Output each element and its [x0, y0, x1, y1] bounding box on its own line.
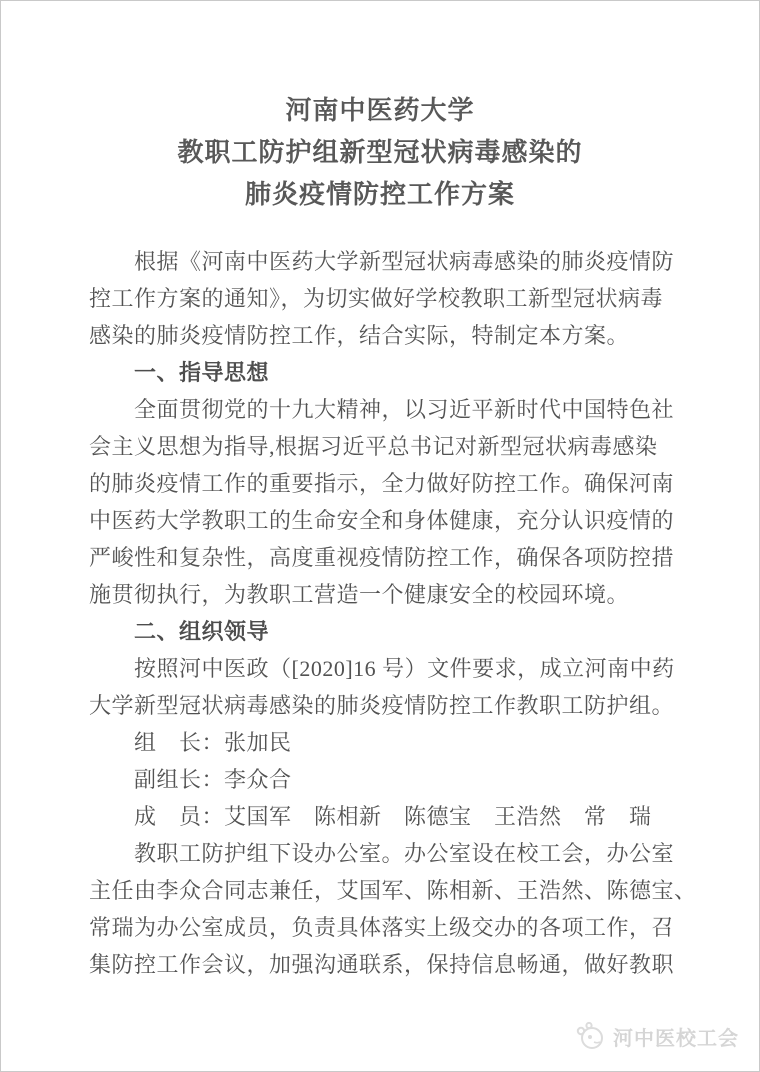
text-line: 严峻性和复杂性，高度重视疫情防控工作，确保各项防控措 [89, 545, 675, 570]
text-line: 副组长：李众合 [89, 767, 292, 792]
text-line: 控工作方案的通知》，为切实做好学校教职工新型冠状病毒 [89, 286, 664, 311]
text-line: 教职工防护组下设办公室。办公室设在校工会，办公室 [89, 841, 675, 866]
document-body [1, 243, 759, 983]
text-line: 常瑞为办公室成员，负责具体落实上级交办的各项工作，召 [89, 915, 675, 940]
text-line: 会主义思想为指导,根据习近平总书记对新型冠状病毒感染 [89, 434, 658, 459]
text-line: 大学新型冠状病毒感染的肺炎疫情防控工作教职工防护组。 [89, 693, 675, 718]
watermark-text: 河中医校工会 [613, 1027, 739, 1050]
text-line: 施贯彻执行，为教职工营造一个健康安全的校园环境。 [89, 582, 630, 607]
text-line: 全面贯彻党的十九大精神，以习近平新时代中国特色社 [89, 397, 675, 422]
document-title [1, 89, 759, 215]
text-line: 感染的肺炎疫情防控工作，结合实际，特制定本方案。 [89, 323, 630, 348]
title-line-3: 肺炎疫情防控工作方案 [244, 179, 515, 209]
text-line: 组 长：张加民 [89, 730, 292, 755]
text-line: 根据《河南中医药大学新型冠状病毒感染的肺炎疫情防 [89, 249, 675, 274]
title-line-1: 河南中医药大学 [285, 95, 475, 125]
text-line: 成 员：艾国军 陈相新 陈德宝 王浩然 常 瑞 [89, 804, 652, 829]
text-line: 中医药大学教职工的生命安全和身体健康，充分认识疫情的 [89, 508, 675, 533]
section-heading-line: 二、组织领导 [89, 619, 270, 644]
text-line: 集防控工作会议，加强沟通联系，保持信息畅通，做好教职 [89, 952, 675, 977]
section-heading-line: 一、指导思想 [89, 360, 270, 385]
title-line-2: 教职工防护组新型冠状病毒感染的 [177, 137, 583, 167]
footer-watermark [574, 1019, 739, 1053]
text-line: 主任由李众合同志兼任，艾国军、陈相新、王浩然、陈德宝、 [89, 878, 697, 903]
text-line: 按照河中医政（[2020]16 号）文件要求，成立河南中药 [89, 656, 675, 681]
text-line: 的肺炎疫情工作的重要指示，全力做好防控工作。确保河南 [89, 471, 675, 496]
union-mascot-logo-icon [574, 1019, 608, 1053]
